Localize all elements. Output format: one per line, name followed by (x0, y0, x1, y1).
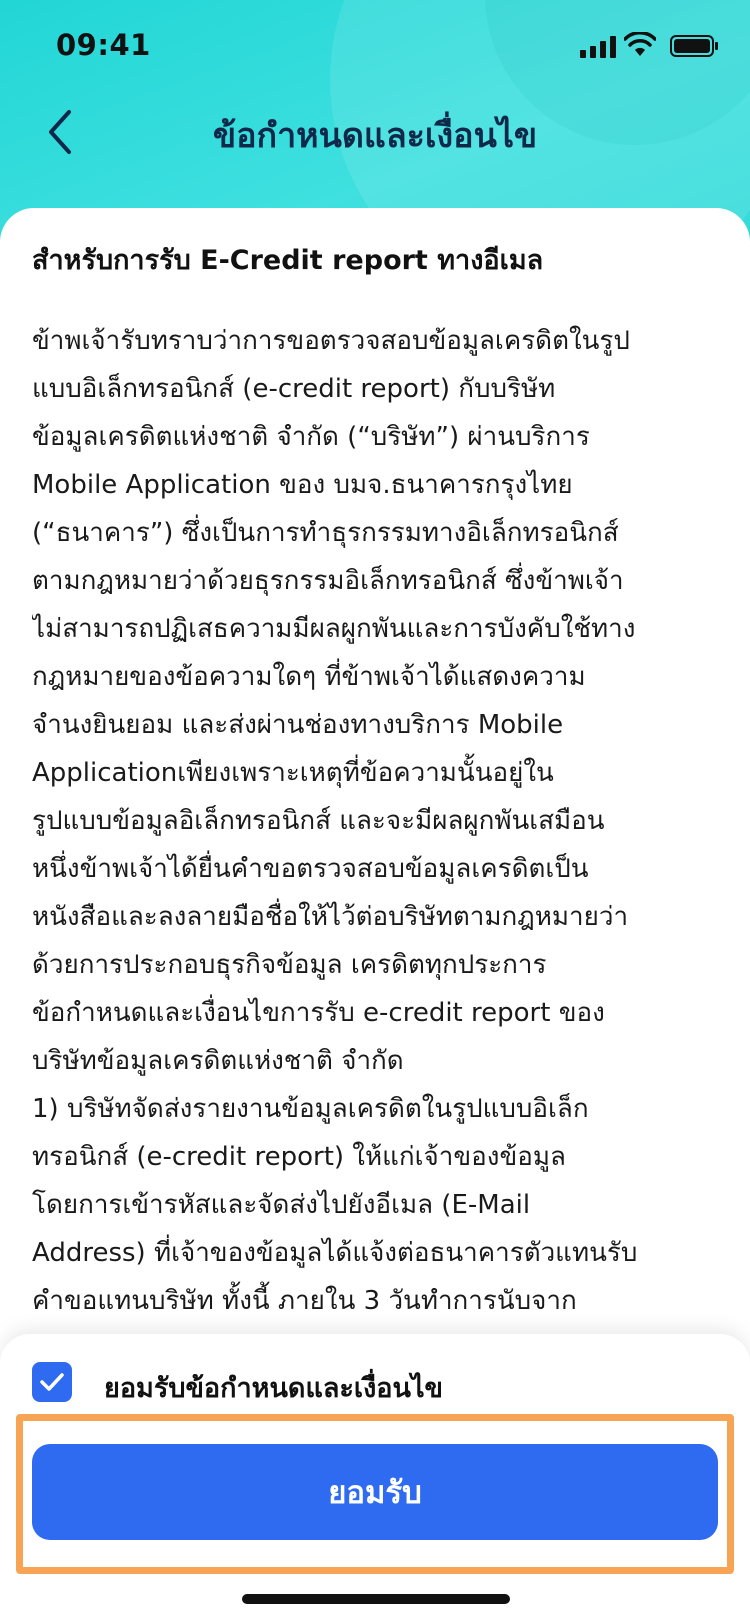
terms-line: ข้อกำหนดและเงื่อนไขการรับ e-credit report ของ (32, 998, 605, 1028)
terms-line: Address) ที่เจ้าของข้อมูลได้แจ้งต่อธนาคารตัวแทนรับ (32, 1238, 638, 1268)
terms-line: (“ธนาคาร”) ซึ่งเป็นการทำธุรกรรมทางอิเล็กทรอนิกส์ (32, 518, 619, 548)
terms-line: 1) บริษัทจัดส่งรายงานข้อมูลเครดิตในรูปแบบอิเล็ก (32, 1094, 589, 1124)
section-title: สำหรับการรับ E-Credit report ทางอีเมล (32, 245, 544, 276)
terms-line: ไม่สามารถปฏิเสธความมีผลผูกพันและการบังคับใช้ทาง (32, 614, 636, 644)
terms-line: หนึ่งข้าพเจ้าได้ยื่นคำขอตรวจสอบข้อมูลเครดิตเป็น (32, 854, 589, 884)
terms-line: รูปแบบข้อมูลอิเล็กทรอนิกส์ และจะมีผลผูกพันเสมือน (32, 806, 605, 836)
terms-line: Mobile Application ของ บมจ.ธนาคารกรุงไทย (32, 470, 573, 500)
home-indicator (242, 1594, 510, 1604)
nav-bar (0, 96, 750, 176)
terms-content[interactable] (32, 238, 722, 1313)
terms-line: ข้าพเจ้ารับทราบว่าการขอตรวจสอบข้อมูลเครดิตในรูป (32, 326, 630, 356)
terms-line: ทรอนิกส์ (e-credit report) ให้แก่เจ้าของข้อมูล (32, 1142, 566, 1172)
terms-line: จำนงยินยอม และส่งผ่านช่องทางบริการ Mobile (32, 710, 564, 740)
terms-line: บริษัทข้อมูลเครดิตแห่งชาติ จำกัด (32, 1046, 404, 1076)
terms-line: แบบอิเล็กทรอนิกส์ (e-credit report) กับบริษัท (32, 374, 556, 404)
battery-icon (670, 35, 718, 57)
page-title: ข้อกำหนดและเงื่อนไข (212, 116, 538, 156)
accept-checkbox-label: ยอมรับข้อกำหนดและเงื่อนไข (104, 1373, 444, 1404)
status-bar (0, 0, 750, 90)
terms-line: หนังสือและลงลายมือชื่อให้ไว้ต่อบริษัทตามกฎหมายว่า (32, 902, 629, 932)
terms-line: โดยการเข้ารหัสและจัดส่งไปยังอีเมล (E-Mail (32, 1190, 531, 1220)
bottom-sheet (0, 1334, 750, 1624)
terms-line: คำขอแทนบริษัท ทั้งนี้ ภายใน 3 วันทำการนับจาก (32, 1286, 577, 1313)
accept-checkbox[interactable] (32, 1362, 72, 1402)
signal-icon (580, 36, 616, 58)
checkmark-icon (39, 1372, 65, 1392)
terms-line: ข้อมูลเครดิตแห่งชาติ จำกัด (“บริษัท”) ผ่านบริการ (32, 422, 590, 452)
terms-body (32, 317, 722, 1313)
status-time: 09:41 (56, 28, 151, 62)
terms-line: กฎหมายของข้อความใดๆ ที่ข้าพเจ้าได้แสดงความ (32, 662, 586, 692)
terms-line: ตามกฎหมายว่าด้วยธุรกรรมอิเล็กทรอนิกส์ ซึ่งข้าพเจ้า (32, 566, 624, 596)
accept-button[interactable] (32, 1444, 718, 1540)
accept-terms-row[interactable] (32, 1362, 722, 1406)
accept-button-label: ยอมรับ (328, 1475, 422, 1511)
terms-line: ด้วยการประกอบธุรกิจข้อมูล เครดิตทุกประการ (32, 950, 547, 980)
wifi-icon (624, 32, 656, 58)
terms-line: Applicationเพียงเพราะเหตุที่ข้อความนั้นอยู่ใน (32, 758, 554, 788)
